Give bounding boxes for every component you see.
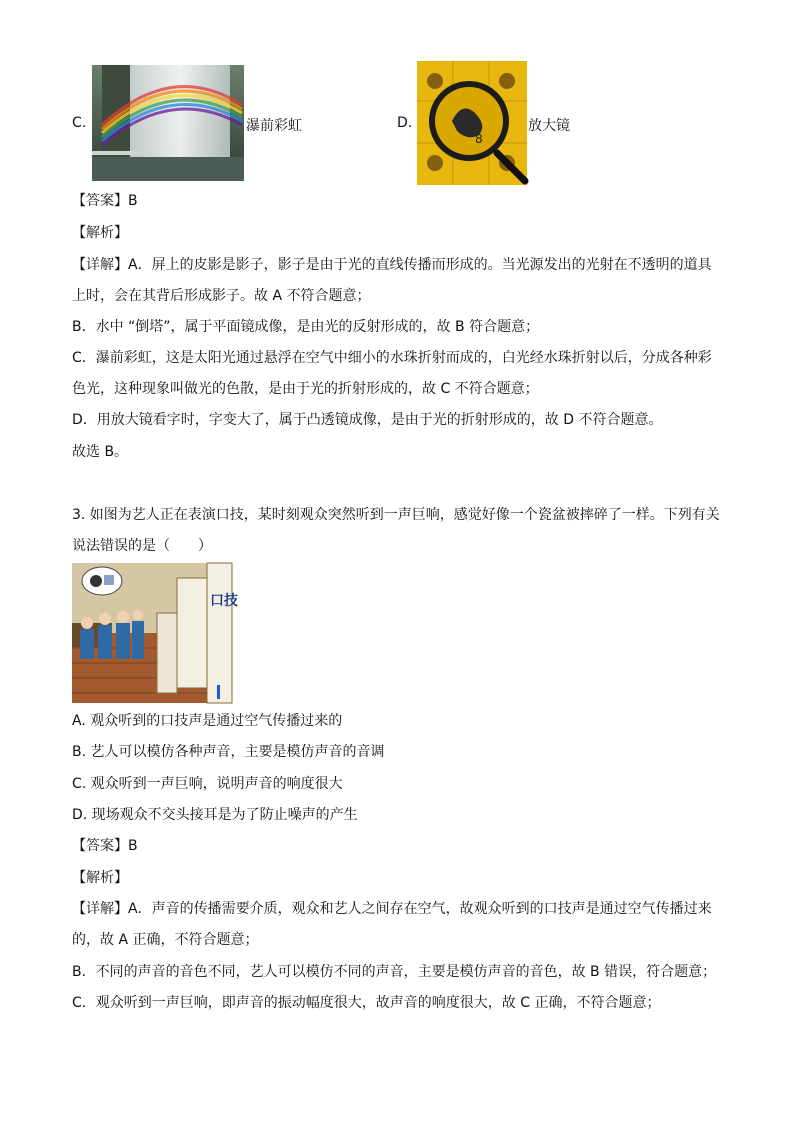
magnifier-stamp-image	[417, 61, 527, 185]
q2-analysis-line: 故选 B。	[72, 444, 129, 460]
q3-option-d: D. 现场观众不交头接耳是为了防止噪声的产生	[72, 807, 358, 823]
q2-answer: 【答案】B	[72, 193, 138, 209]
q3-option-b: B. 艺人可以模仿各种声音，主要是模仿声音的音调	[72, 744, 385, 760]
q3-stem: 3. 如图为艺人正在表演口技，某时刻观众突然听到一声巨响，感觉好像一个瓷盆被摔碎了一样。下列有关	[72, 507, 720, 523]
option-c-letter: C.	[72, 115, 87, 131]
q3-analysis-line: 的，故 A 正确，不符合题意；	[72, 932, 259, 948]
waterfall-rainbow-image	[92, 65, 244, 181]
q2-analysis-line: D．用放大镜看字时，字变大了，属于凸透镜成像，是由于光的折射形成的，故 D 不符合题意。	[72, 412, 663, 428]
q2-analysis-line: B．水中 “倒塔”，属于平面镜成像，是由光的反射形成的，故 B 符合题意；	[72, 319, 540, 335]
kouji-sign-text: 口技	[210, 593, 238, 609]
q3-analysis-line: C．观众听到一声巨响，即声音的振动幅度很大，故声音的响度很大，故 C 正确，不符合题意；	[72, 995, 661, 1011]
q2-analysis-line: 色光，这种现象叫做光的色散，是由于光的折射形成的，故 C 不符合题意；	[72, 381, 539, 397]
q2-analysis-line: 【详解】A．屏上的皮影是影子，影子是由于光的直线传播而形成的。当光源发出的光射在不透明的道具	[72, 257, 712, 273]
q3-stem: 说法错误的是（ ）	[72, 538, 212, 554]
kouji-performance-image	[72, 563, 238, 703]
q2-analysis-header: 【解析】	[72, 225, 128, 241]
option-d-caption: 放大镜	[528, 118, 570, 134]
q2-analysis-line: 上时，会在其背后形成影子。故 A 不符合题意；	[72, 288, 371, 304]
q3-option-c: C. 观众听到一声巨响，说明声音的响度很大	[72, 776, 343, 792]
option-d-letter: D.	[397, 115, 413, 131]
q3-analysis-line: 【详解】A．声音的传播需要介质，观众和艺人之间存在空气，故观众听到的口技声是通过空气传播过来	[72, 901, 712, 917]
option-c-caption: 瀑前彩虹	[246, 118, 302, 134]
svg-text:8: 8	[475, 132, 483, 146]
q3-answer: 【答案】B	[72, 838, 138, 854]
q2-analysis-line: C．瀑前彩虹，这是太阳光通过悬浮在空气中细小的水珠折射而成的，白光经水珠折射以后，分成各种彩	[72, 350, 712, 366]
q3-option-a: A. 观众听到的口技声是通过空气传播过来的	[72, 713, 343, 729]
q3-analysis-line: B．不同的声音的音色不同，艺人可以模仿不同的声音，主要是模仿声音的音色，故 B 错误，符合题意；	[72, 964, 717, 980]
q3-analysis-header: 【解析】	[72, 870, 128, 886]
